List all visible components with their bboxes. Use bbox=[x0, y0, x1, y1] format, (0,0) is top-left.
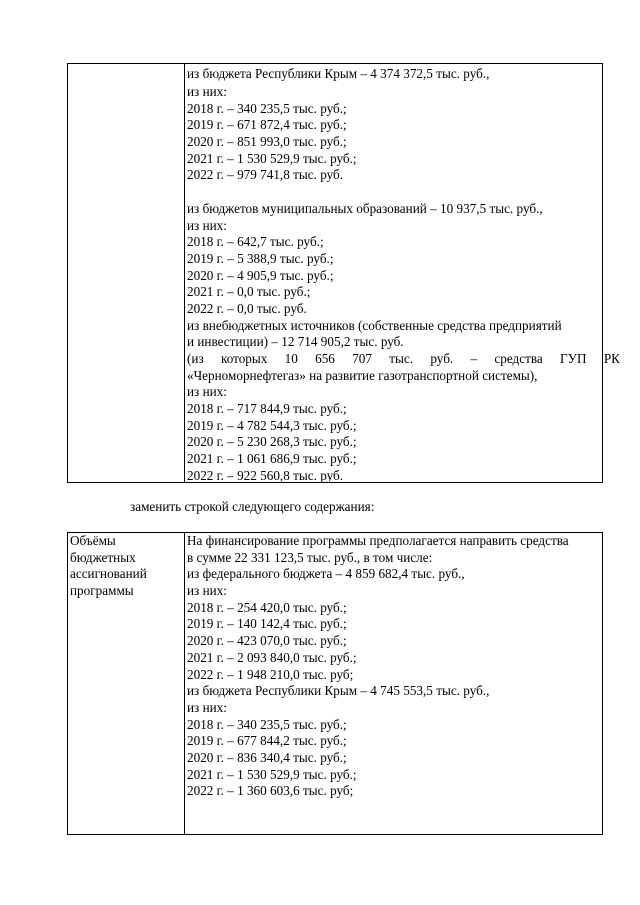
text-line: 2019 г. – 671 872,4 тыс. руб.; bbox=[187, 117, 347, 133]
table-left-cell bbox=[68, 533, 185, 834]
text-line: 2020 г. – 851 993,0 тыс. руб.; bbox=[187, 134, 347, 150]
text-line: из внебюджетных источников (собственные средства предприятий bbox=[187, 317, 562, 333]
text-line: 2019 г. – 4 782 544,3 тыс. руб.; bbox=[187, 417, 357, 433]
text-line: из них: bbox=[187, 384, 227, 400]
table-left-cell bbox=[68, 64, 185, 482]
text-line: 2020 г. – 423 070,0 тыс. руб.; bbox=[187, 633, 347, 649]
blank-line bbox=[185, 184, 602, 201]
text-line: из них: bbox=[187, 583, 227, 599]
text-line: 2018 г. – 340 235,5 тыс. руб.; bbox=[187, 716, 347, 732]
row-label-line: бюджетных bbox=[70, 549, 136, 565]
text-line: «Черноморнефтегаз» на развитие газотранспортной системы), bbox=[187, 367, 538, 383]
text-line: 2020 г. – 4 905,9 тыс. руб.; bbox=[187, 267, 334, 283]
text-line: из федерального бюджета – 4 859 682,4 тыс. руб., bbox=[187, 566, 465, 582]
text-line: 2018 г. – 642,7 тыс. руб.; bbox=[187, 234, 324, 250]
row-label-line: программы bbox=[70, 583, 134, 599]
text-line: 2018 г. – 254 420,0 тыс. руб.; bbox=[187, 599, 347, 615]
text-line: 2022 г. – 979 741,8 тыс. руб. bbox=[187, 167, 344, 183]
text-line: из бюджета Республики Крым – 4 745 553,5 тыс. руб., bbox=[187, 683, 490, 699]
text-line: 2022 г. – 0,0 тыс. руб. bbox=[187, 300, 307, 316]
text-line: из бюджета Республики Крым – 4 374 372,5 тыс. руб., bbox=[187, 66, 490, 81]
text-line: 2021 г. – 1 530 529,9 тыс. руб.; bbox=[187, 150, 357, 166]
row-label-line: Объёмы bbox=[70, 533, 116, 548]
text-line: из них: bbox=[187, 699, 227, 715]
text-line: и инвестиции) – 12 714 905,2 тыс. руб. bbox=[187, 334, 404, 350]
text-line: 2022 г. – 1 948 210,0 тыс. руб; bbox=[187, 666, 354, 682]
text-line: из бюджетов муниципальных образований – 10 937,5 тыс. руб., bbox=[187, 200, 543, 216]
text-line: 2021 г. – 1 061 686,9 тыс. руб.; bbox=[187, 451, 357, 467]
text-line: 2022 г. – 922 560,8 тыс. руб. bbox=[187, 467, 344, 483]
text-line: 2019 г. – 677 844,2 тыс. руб.; bbox=[187, 733, 347, 749]
text-line: 2021 г. – 0,0 тыс. руб.; bbox=[187, 284, 311, 300]
text-line: 2022 г. – 1 360 603,6 тыс. руб; bbox=[187, 783, 354, 799]
text-line: (из которых 10 656 707 тыс. руб. – средства ГУП РК bbox=[187, 351, 620, 366]
text-line: 2019 г. – 5 388,9 тыс. руб.; bbox=[187, 250, 334, 266]
text-line: 2021 г. – 1 530 529,9 тыс. руб.; bbox=[187, 766, 357, 782]
text-line: 2018 г. – 717 844,9 тыс. руб.; bbox=[187, 401, 347, 417]
table-right-cell bbox=[185, 64, 620, 483]
text-line: 2018 г. – 340 235,5 тыс. руб.; bbox=[187, 100, 347, 116]
text-line: 2020 г. – 5 230 268,3 тыс. руб.; bbox=[187, 434, 357, 450]
budget-table-new bbox=[67, 532, 603, 835]
text-line: 2021 г. – 2 093 840,0 тыс. руб.; bbox=[187, 649, 357, 665]
replacement-sentence: заменить строкой следующего содержания: bbox=[130, 499, 375, 514]
text-line: из них: bbox=[187, 217, 227, 233]
row-label-line: ассигнований bbox=[70, 566, 147, 582]
budget-table-old bbox=[67, 63, 620, 483]
text-line: из них: bbox=[187, 84, 227, 99]
table-right-cell bbox=[185, 533, 602, 834]
text-line: На финансирование программы предполагается направить средства bbox=[187, 533, 569, 548]
text-line: 2020 г. – 836 340,4 тыс. руб.; bbox=[187, 749, 347, 765]
text-line: 2019 г. – 140 142,4 тыс. руб.; bbox=[187, 616, 347, 632]
text-line: в сумме 22 331 123,5 тыс. руб., в том числе: bbox=[187, 549, 433, 565]
